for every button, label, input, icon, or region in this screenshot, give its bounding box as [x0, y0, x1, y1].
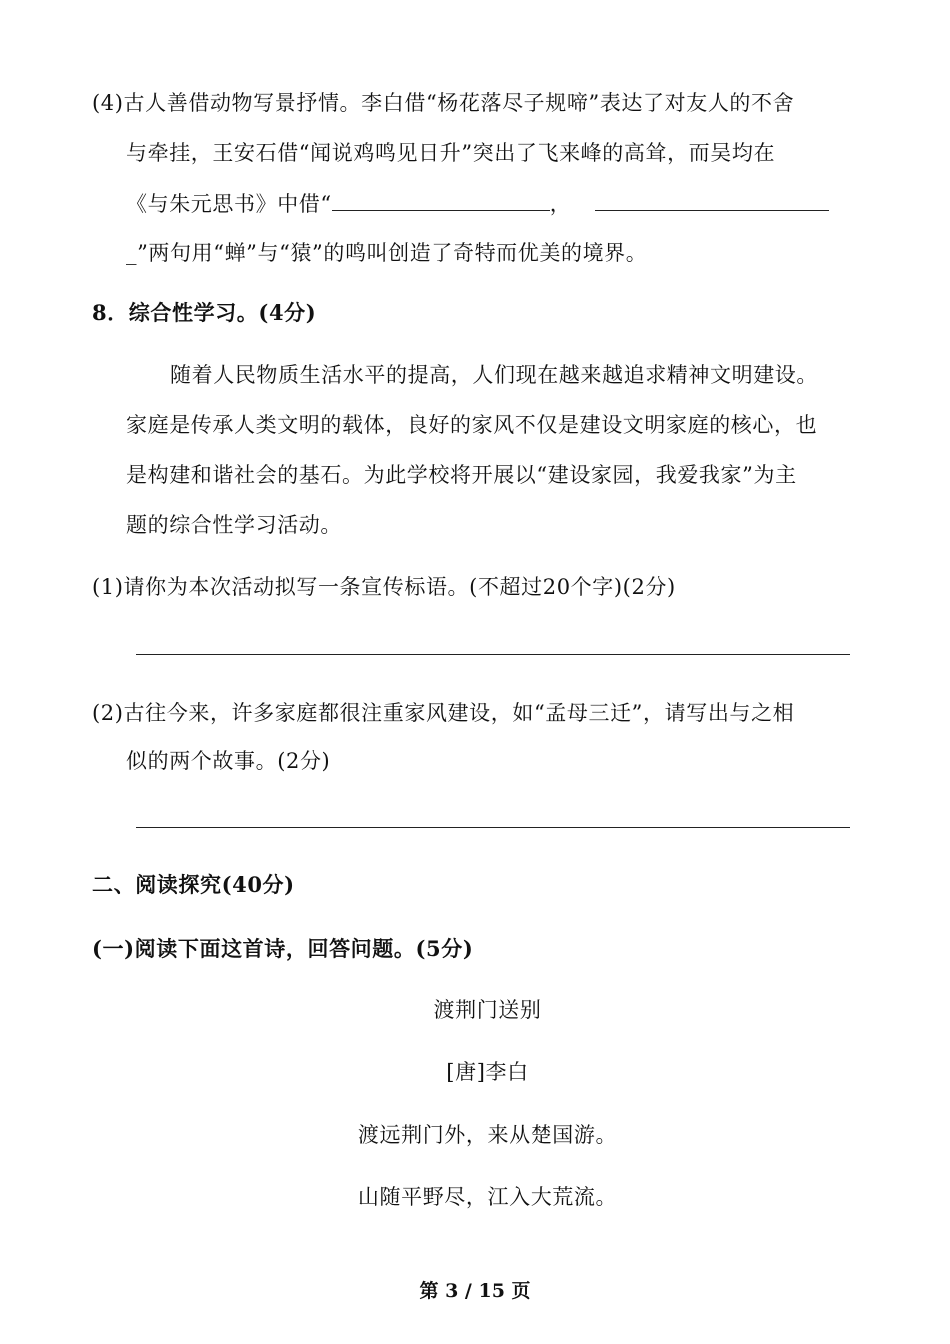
q7-4-line-3-separator: ， — [549, 192, 572, 216]
section-2-heading: 二、阅读探究(40分) — [92, 872, 295, 897]
page-number: 第 3 / 15 页 — [419, 1280, 531, 1302]
answer-line-1[interactable] — [136, 654, 850, 655]
q8-heading: 8．综合性学习。(4分) — [92, 300, 317, 325]
poem-line-1: 渡远荆门外，来从楚国游。 — [357, 1123, 618, 1147]
q8-paragraph-line-1: 随着人民物质生活水平的提高，人们现在越来越追求精神文明建设。 — [170, 363, 818, 387]
q7-4-line-3 — [126, 188, 829, 219]
q8-paragraph-line-3: 是构建和谐社会的基石。为此学校将开展以“建设家园，我爱我家”为主 — [126, 463, 797, 487]
q8-paragraph-line-2: 家庭是传承人类文明的载体，良好的家风不仅是建设文明家庭的核心，也 — [126, 413, 818, 437]
q7-4-line-4: _”两句用“蝉”与“猿”的鸣叫创造了奇特而优美的境界。 — [126, 241, 648, 265]
fill-blank-1[interactable] — [332, 188, 550, 211]
poem-author: [唐]李白 — [446, 1060, 529, 1084]
answer-line-2[interactable] — [136, 827, 850, 828]
q7-4-line-3-prefix: 《与朱元思书》中借“ — [126, 192, 332, 216]
q7-4-line-1: (4)古人善借动物写景抒情。李白借“杨花落尽子规啼”表达了对友人的不舍 — [92, 91, 795, 115]
q8-sub-question-2-line-2: 似的两个故事。(2分) — [126, 749, 331, 773]
q7-4-line-2: 与牵挂，王安石借“闻说鸡鸣见日升”突出了飞来峰的高耸，而吴均在 — [126, 141, 776, 165]
poem-line-2: 山随平野尽，江入大荒流。 — [357, 1185, 618, 1209]
reading-part-1-heading: (一)阅读下面这首诗，回答问题。(5分) — [92, 936, 474, 961]
q8-sub-question-2-line-1: (2)古往今来，许多家庭都很注重家风建设，如“孟母三迁”，请写出与之相 — [92, 701, 795, 725]
q8-sub-question-1: (1)请你为本次活动拟写一条宣传标语。(不超过20个字)(2分) — [92, 575, 676, 599]
poem-title: 渡荆门送别 — [433, 998, 542, 1022]
q8-paragraph-line-4: 题的综合性学习活动。 — [126, 513, 342, 537]
fill-blank-2[interactable] — [595, 188, 829, 211]
